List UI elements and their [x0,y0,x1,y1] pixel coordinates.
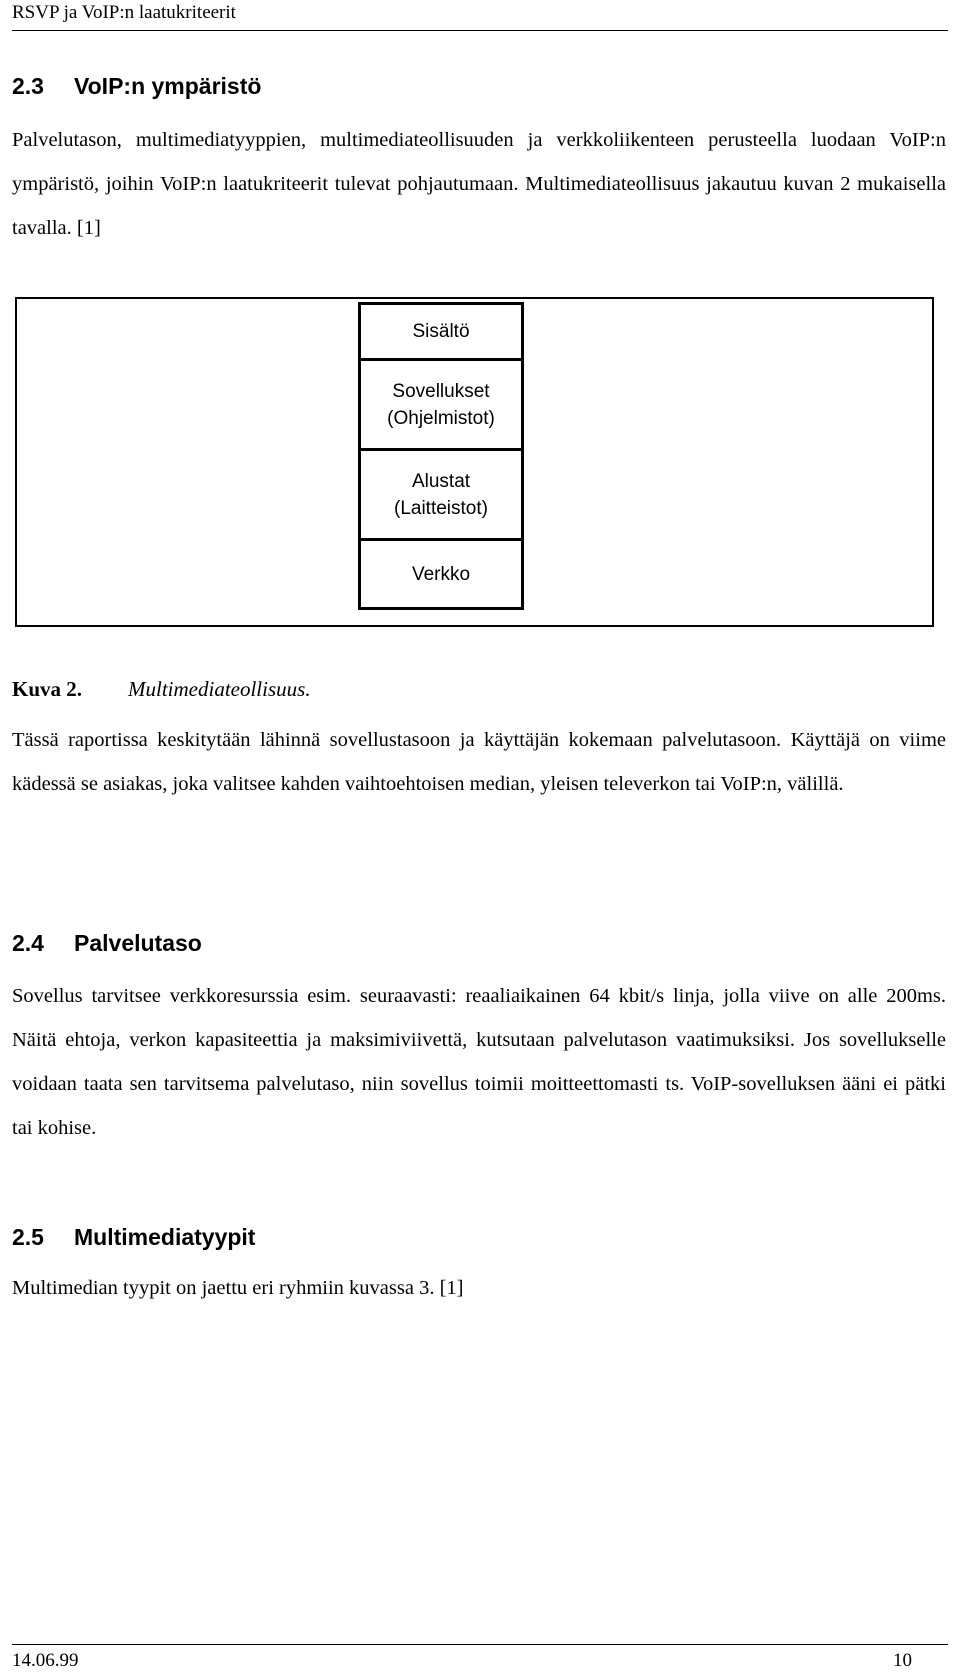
paragraph-report-focus: Tässä raportissa keskitytään lähinnä sovellustasoon ja käyttäjän kokemaan palvelutasoon. Käyttäjä on viime kädessä se asiakas, joka valitsee kahden vaihtoehtoisen median, yleisen televerkon tai VoIP:n, välillä. [12,729,946,795]
layer-label: Verkko [411,563,471,585]
paragraph-multimedia-types: Multimedian tyypit on jaettu eri ryhmiin kuvassa 3. [1] [12,1277,464,1299]
caption-label: Kuva 2. [12,677,83,701]
header-rule [12,30,948,31]
footer-rule [12,1644,948,1645]
layer-network [361,541,521,607]
section-title: Palvelutaso [74,930,202,956]
layer-label: Sovellukset [392,380,490,402]
section-number: 2.3 [12,73,44,99]
page-number: 10 [893,1650,912,1671]
running-header: RSVP ja VoIP:n laatukriteerit [12,2,236,23]
layer-sublabel: (Ohjelmistot) [387,407,495,429]
layer-label: Sisältö [412,321,470,342]
multimedia-industry-diagram [358,302,524,610]
layer-applications [361,361,521,451]
paragraph-service-level: Sovellus tarvitsee verkkoresurssia esim. seuraavasti: reaaliaikainen 64 kbit/s linja, jolla viive on alle 200ms. Näitä ehtoja, verkon kapasiteettia ja maksimiviivettä, kutsutaan palvelutason vaatimuksiksi. Jos sovellukselle voidaan taata sen tarvitsema palvelutaso, niin sovellus toimii moitteettomasti ts. VoIP-sovelluksen ääni ei pätki tai kohise. [12,985,946,1139]
section-title: Multimediatyypit [74,1224,256,1250]
section-heading-2-3 [12,71,261,101]
paragraph-voip-environment: Palvelutason, multimediatyyppien, multimediateollisuuden ja verkkoliikenteen perusteella luodaan VoIP:n ympäristö, joihin VoIP:n laatukriteerit tulevat pohjautumaan. Multimediateollisuus jakautuu kuvan 2 mukaisella tavalla. [1] [12,129,946,239]
section-number: 2.5 [12,1224,44,1250]
section-number: 2.4 [12,930,44,956]
section-heading-2-4 [12,928,202,958]
caption-text: Multimediateollisuus. [128,677,311,701]
layer-sublabel: (Laitteistot) [394,497,488,519]
figure-caption [12,675,311,703]
layer-label: Alustat [411,470,471,492]
layer-platforms [361,451,521,541]
layer-content [361,305,521,361]
footer-date: 14.06.99 [12,1650,79,1671]
section-title: VoIP:n ympäristö [74,73,262,99]
section-heading-2-5 [12,1222,255,1252]
